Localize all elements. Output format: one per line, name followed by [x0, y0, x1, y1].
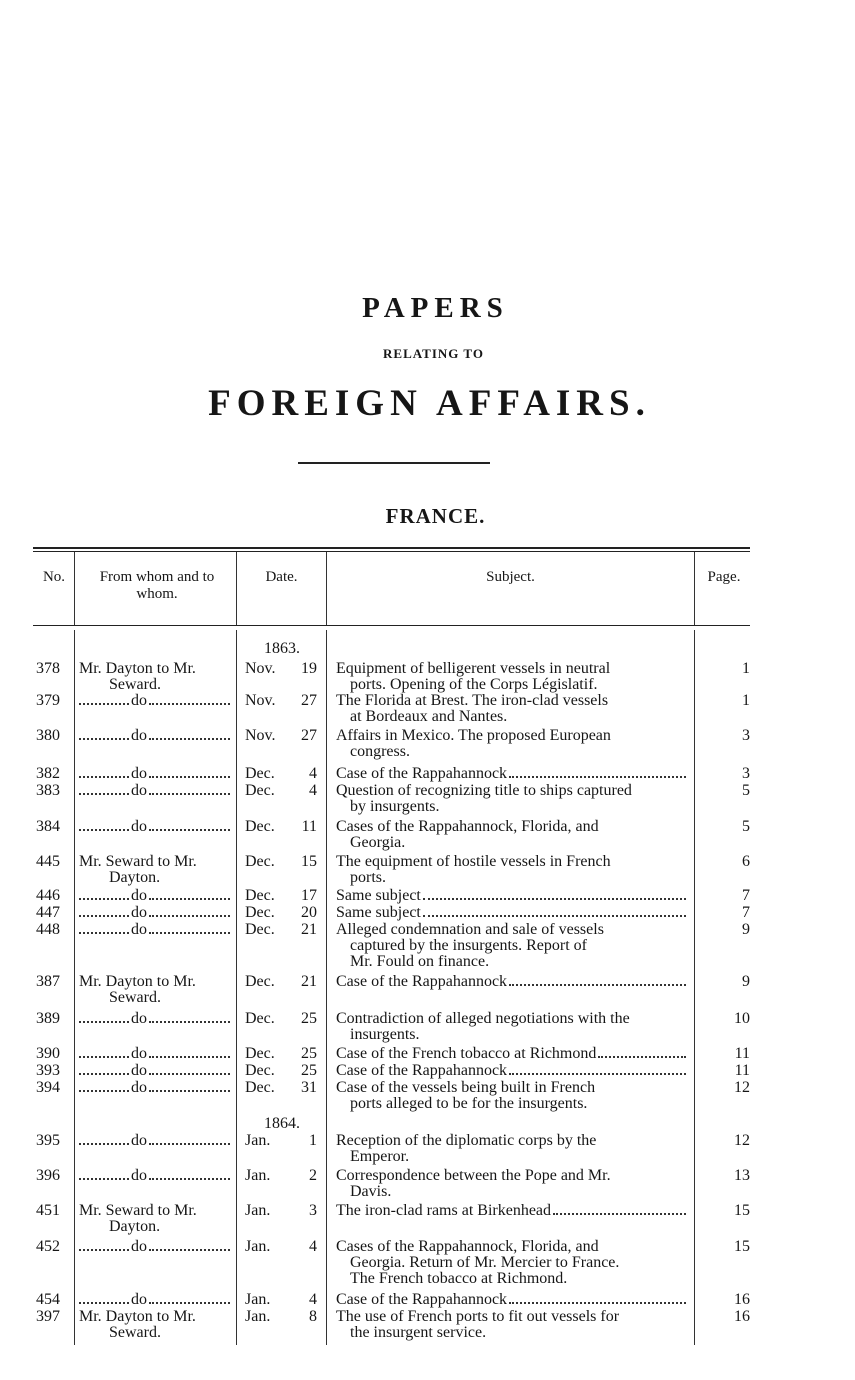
subject-cell — [336, 766, 688, 782]
header-page: Page. — [707, 569, 741, 585]
subject-line: Georgia. Return of Mr. Mercier to France. — [350, 1254, 620, 1271]
date-day: 15 — [301, 853, 317, 870]
date-day: 25 — [301, 1010, 317, 1027]
page-number: 12 — [734, 1132, 750, 1149]
subject-cell — [336, 1239, 688, 1287]
date-month: Jan. — [245, 1167, 271, 1184]
subject-line: Equipment of belligerent vessels in neutral — [336, 660, 611, 677]
ditto-mark: do — [131, 1045, 147, 1062]
from-to-cell — [79, 1309, 234, 1341]
subject-cell — [336, 888, 688, 904]
from-to-line: Mr. Seward to Mr. — [79, 853, 197, 870]
entry-number: 394 — [36, 1079, 60, 1096]
ditto-leader — [79, 898, 129, 900]
entry-number: 454 — [36, 1291, 60, 1308]
from-to-cell — [79, 693, 234, 709]
ditto-leader — [79, 1143, 129, 1145]
date-month: Jan. — [245, 1291, 271, 1308]
from-to-cell — [79, 888, 234, 904]
subject-line: captured by the insurgents. Report of — [350, 937, 587, 954]
subject-line: Same subject — [336, 887, 421, 904]
date-day: 25 — [301, 1045, 317, 1062]
date-month: Dec. — [245, 921, 275, 938]
title-divider — [298, 462, 490, 464]
ditto-leader — [149, 1056, 230, 1058]
from-to-cell — [79, 1063, 234, 1079]
entry-number: 379 — [36, 692, 60, 709]
subject-cell — [336, 1133, 688, 1165]
page-number: 7 — [742, 887, 750, 904]
ditto-leader — [79, 1249, 129, 1251]
from-to-cell — [79, 728, 234, 744]
column-divider — [326, 630, 327, 1345]
from-to-cell — [79, 819, 234, 835]
date-day: 11 — [301, 818, 317, 835]
date-day: 17 — [301, 887, 317, 904]
year-label-1863: 1863. — [264, 640, 300, 657]
date-day: 4 — [309, 1238, 317, 1255]
date-day: 21 — [301, 973, 317, 990]
ditto-leader — [149, 915, 230, 917]
entry-number: 382 — [36, 765, 60, 782]
date-day: 27 — [301, 727, 317, 744]
dot-leader — [423, 915, 686, 917]
header-subject: Subject. — [486, 569, 535, 585]
page-number: 6 — [742, 853, 750, 870]
ditto-leader — [79, 829, 129, 831]
ditto-mark: do — [131, 1010, 147, 1027]
subject-cell — [336, 1309, 688, 1341]
subject-cell — [336, 783, 688, 815]
subject-cell — [336, 661, 688, 693]
year-label-1864: 1864. — [264, 1115, 300, 1132]
date-month: Nov. — [245, 692, 276, 709]
entry-number: 396 — [36, 1167, 60, 1184]
ditto-mark: do — [131, 904, 147, 921]
page-number: 5 — [742, 818, 750, 835]
page-number: 11 — [734, 1062, 750, 1079]
subject-line: Case of the Rappahannock — [336, 1291, 508, 1308]
subject-line: The Florida at Brest. The iron-clad vessels — [336, 692, 609, 709]
date-month: Dec. — [245, 1010, 275, 1027]
from-to-cell — [79, 1046, 234, 1062]
subject-cell — [336, 728, 688, 760]
date-day: 21 — [301, 921, 317, 938]
date-day: 20 — [301, 904, 317, 921]
date-month: Dec. — [245, 904, 275, 921]
page-number: 7 — [742, 904, 750, 921]
from-to-cell — [79, 1080, 234, 1096]
ditto-mark: do — [131, 1062, 147, 1079]
ditto-leader — [79, 793, 129, 795]
date-month: Dec. — [245, 1079, 275, 1096]
date-day: 1 — [309, 1132, 317, 1149]
subject-line: ports. — [350, 869, 386, 886]
from-to-line: Mr. Dayton to Mr. — [79, 1308, 196, 1325]
column-divider — [74, 552, 75, 625]
from-to-line: Seward. — [109, 676, 161, 693]
subject-cell — [336, 1203, 688, 1219]
from-to-cell — [79, 1292, 234, 1308]
subject-line: Mr. Fould on finance. — [350, 953, 490, 970]
subject-line: at Bordeaux and Nantes. — [350, 708, 508, 725]
page-number: 16 — [734, 1308, 750, 1325]
ditto-leader — [79, 738, 129, 740]
subject-line: the insurgent service. — [350, 1324, 487, 1341]
date-month: Dec. — [245, 853, 275, 870]
entry-number: 446 — [36, 887, 60, 904]
subject-line: Cases of the Rappahannock, Florida, and — [336, 1238, 599, 1255]
from-to-cell — [79, 922, 234, 938]
subject-cell — [336, 1292, 688, 1308]
entry-number: 393 — [36, 1062, 60, 1079]
from-to-line: Seward. — [109, 1324, 161, 1341]
ditto-leader — [149, 1143, 230, 1145]
column-divider — [326, 552, 327, 625]
date-month: Jan. — [245, 1308, 271, 1325]
date-month: Dec. — [245, 765, 275, 782]
ditto-leader — [149, 793, 230, 795]
header-no: No. — [42, 569, 66, 585]
subject-line: Same subject — [336, 904, 421, 921]
date-month: Nov. — [245, 660, 276, 677]
subject-line: ports alleged to be for the insurgents. — [350, 1095, 588, 1112]
papers-title: PAPERS — [362, 292, 509, 324]
subject-line: The French tobacco at Richmond. — [350, 1270, 568, 1287]
table-top-rule-thin — [33, 551, 750, 552]
subject-line: Cases of the Rappahannock, Florida, and — [336, 818, 599, 835]
date-month: Dec. — [245, 887, 275, 904]
from-to-line: Mr. Dayton to Mr. — [79, 973, 196, 990]
ditto-leader — [149, 1090, 230, 1092]
subject-cell — [336, 905, 688, 921]
subject-line: Question of recognizing title to ships captured — [336, 782, 632, 799]
entry-number: 445 — [36, 853, 60, 870]
ditto-leader — [149, 703, 230, 705]
page-number: 11 — [734, 1045, 750, 1062]
from-to-cell — [79, 1011, 234, 1027]
page-number: 15 — [734, 1238, 750, 1255]
relating-to-subtitle: RELATING TO — [383, 346, 484, 361]
page-number: 1 — [742, 660, 750, 677]
ditto-leader — [79, 1090, 129, 1092]
ditto-leader — [79, 915, 129, 917]
from-to-cell — [79, 661, 234, 693]
column-divider — [236, 630, 237, 1345]
from-to-cell — [79, 766, 234, 782]
date-day: 4 — [309, 765, 317, 782]
ditto-leader — [79, 1021, 129, 1023]
entry-number: 380 — [36, 727, 60, 744]
subject-line: The equipment of hostile vessels in French — [336, 853, 611, 870]
ditto-mark: do — [131, 1167, 147, 1184]
date-day: 4 — [309, 1291, 317, 1308]
from-to-cell — [79, 1168, 234, 1184]
dot-leader — [598, 1056, 686, 1058]
page-number: 16 — [734, 1291, 750, 1308]
ditto-mark: do — [131, 782, 147, 799]
date-month: Jan. — [245, 1132, 271, 1149]
subject-line: by insurgents. — [350, 798, 440, 815]
ditto-mark: do — [131, 1132, 147, 1149]
ditto-mark: do — [131, 887, 147, 904]
ditto-leader — [149, 1021, 230, 1023]
date-day: 3 — [309, 1202, 317, 1219]
entry-number: 378 — [36, 660, 60, 677]
ditto-leader — [149, 1073, 230, 1075]
dot-leader — [553, 1213, 686, 1215]
column-divider — [694, 552, 695, 625]
subject-line: Case of the vessels being built in French — [336, 1079, 596, 1096]
subject-line: Case of the Rappahannock — [336, 765, 508, 782]
date-day: 2 — [309, 1167, 317, 1184]
entry-number: 384 — [36, 818, 60, 835]
page-number: 15 — [734, 1202, 750, 1219]
from-to-cell — [79, 905, 234, 921]
header-from-whom: From whom and to whom. — [99, 569, 215, 602]
date-month: Dec. — [245, 818, 275, 835]
subject-line: congress. — [350, 743, 410, 760]
subject-cell — [336, 922, 688, 970]
subject-line: Emperor. — [350, 1148, 410, 1165]
from-to-line: Mr. Seward to Mr. — [79, 1202, 197, 1219]
date-day: 25 — [301, 1062, 317, 1079]
entry-number: 390 — [36, 1045, 60, 1062]
from-to-cell — [79, 1203, 234, 1235]
dot-leader — [509, 1302, 686, 1304]
date-month: Dec. — [245, 1045, 275, 1062]
subject-line: The iron-clad rams at Birkenhead — [336, 1202, 552, 1219]
date-day: 27 — [301, 692, 317, 709]
ditto-leader — [149, 1302, 230, 1304]
ditto-leader — [149, 776, 230, 778]
dot-leader — [509, 1073, 686, 1075]
subject-line: Case of the French tobacco at Richmond — [336, 1045, 597, 1062]
date-day: 19 — [301, 660, 317, 677]
table-header-rule — [33, 625, 750, 626]
ditto-mark: do — [131, 1079, 147, 1096]
date-month: Jan. — [245, 1202, 271, 1219]
subject-line: Case of the Rappahannock — [336, 973, 508, 990]
header-date: Date. — [265, 569, 298, 585]
entry-number: 447 — [36, 904, 60, 921]
from-to-cell — [79, 1239, 234, 1255]
from-to-line: Seward. — [109, 989, 161, 1006]
ditto-leader — [149, 1178, 230, 1180]
entry-number: 387 — [36, 973, 60, 990]
subject-line: Affairs in Mexico. The proposed European — [336, 727, 611, 744]
page-number: 3 — [742, 727, 750, 744]
column-divider — [236, 552, 237, 625]
entry-number: 448 — [36, 921, 60, 938]
from-to-cell — [79, 1133, 234, 1149]
page-number: 10 — [734, 1010, 750, 1027]
ditto-leader — [79, 703, 129, 705]
subject-cell — [336, 1011, 688, 1043]
ditto-leader — [149, 1249, 230, 1251]
dot-leader — [423, 898, 686, 900]
subject-line: Reception of the diplomatic corps by the — [336, 1132, 597, 1149]
date-day: 31 — [301, 1079, 317, 1096]
subject-line: Case of the Rappahannock — [336, 1062, 508, 1079]
entry-number: 389 — [36, 1010, 60, 1027]
from-to-cell — [79, 854, 234, 886]
ditto-leader — [149, 738, 230, 740]
ditto-leader — [79, 932, 129, 934]
date-month: Dec. — [245, 782, 275, 799]
ditto-mark: do — [131, 921, 147, 938]
table-top-rule — [33, 547, 750, 549]
subject-line: Contradiction of alleged negotiations with the — [336, 1010, 630, 1027]
page-number: 9 — [742, 973, 750, 990]
page-number: 13 — [734, 1167, 750, 1184]
subject-cell — [336, 854, 688, 886]
subject-line: ports. Opening of the Corps Législatif. — [350, 676, 598, 693]
column-divider — [74, 630, 75, 1345]
date-day: 8 — [309, 1308, 317, 1325]
ditto-leader — [149, 898, 230, 900]
subject-line: Correspondence between the Pope and Mr. — [336, 1167, 611, 1184]
entry-number: 397 — [36, 1308, 60, 1325]
date-month: Dec. — [245, 1062, 275, 1079]
ditto-leader — [79, 1178, 129, 1180]
foreign-affairs-title: FOREIGN AFFAIRS. — [208, 383, 651, 424]
subject-cell — [336, 1168, 688, 1200]
date-month: Nov. — [245, 727, 276, 744]
subject-cell — [336, 1063, 688, 1079]
column-divider — [694, 630, 695, 1345]
subject-line: Alleged condemnation and sale of vessels — [336, 921, 604, 938]
ditto-leader — [79, 1073, 129, 1075]
subject-line: Georgia. — [350, 834, 406, 851]
date-month: Dec. — [245, 973, 275, 990]
ditto-mark: do — [131, 727, 147, 744]
date-day: 4 — [309, 782, 317, 799]
ditto-leader — [79, 1302, 129, 1304]
entry-number: 451 — [36, 1202, 60, 1219]
subject-cell — [336, 1080, 688, 1112]
from-to-cell — [79, 783, 234, 799]
subject-cell — [336, 693, 688, 725]
from-to-line: Mr. Dayton to Mr. — [79, 660, 196, 677]
from-to-line: Dayton. — [109, 1218, 161, 1235]
dot-leader — [509, 776, 686, 778]
page-number: 9 — [742, 921, 750, 938]
ditto-mark: do — [131, 818, 147, 835]
from-to-cell — [79, 974, 234, 1006]
section-heading-france: FRANCE. — [385, 504, 486, 528]
subject-cell — [336, 1046, 688, 1062]
entry-number: 383 — [36, 782, 60, 799]
page-number: 12 — [734, 1079, 750, 1096]
page-number: 5 — [742, 782, 750, 799]
page-number: 3 — [742, 765, 750, 782]
ditto-leader — [79, 776, 129, 778]
subject-cell — [336, 819, 688, 851]
ditto-mark: do — [131, 1291, 147, 1308]
subject-line: The use of French ports to fit out vessels for — [336, 1308, 620, 1325]
ditto-leader — [79, 1056, 129, 1058]
subject-line: Davis. — [350, 1183, 392, 1200]
ditto-leader — [149, 932, 230, 934]
ditto-mark: do — [131, 1238, 147, 1255]
subject-cell — [336, 974, 688, 990]
ditto-mark: do — [131, 692, 147, 709]
page-number: 1 — [742, 692, 750, 709]
ditto-leader — [149, 829, 230, 831]
entry-number: 395 — [36, 1132, 60, 1149]
dot-leader — [509, 984, 686, 986]
date-month: Jan. — [245, 1238, 271, 1255]
from-to-line: Dayton. — [109, 869, 161, 886]
entry-number: 452 — [36, 1238, 60, 1255]
subject-line: insurgents. — [350, 1026, 420, 1043]
ditto-mark: do — [131, 765, 147, 782]
